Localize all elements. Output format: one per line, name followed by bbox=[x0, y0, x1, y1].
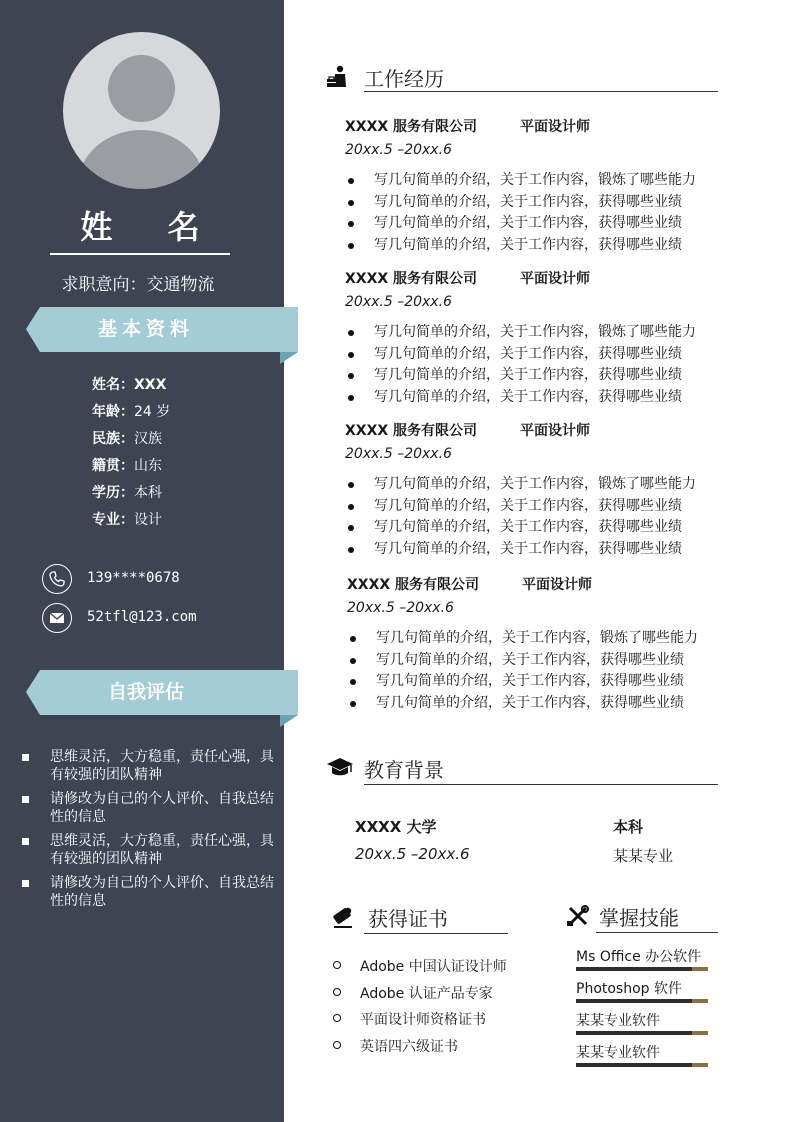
avatar bbox=[63, 32, 220, 189]
skill-name: 某某专业软件 bbox=[576, 1045, 660, 1061]
education-section-title: 教育背景 bbox=[364, 758, 444, 782]
degree: 本科 bbox=[613, 818, 644, 836]
skill-item bbox=[576, 1042, 708, 1067]
list-item: 写几句简单的介绍，关于工作内容，锻炼了哪些能力 bbox=[345, 170, 725, 192]
skill-item bbox=[576, 978, 708, 1003]
list-item: 写几句简单的介绍，关于工作内容，获得哪些业绩 bbox=[347, 650, 727, 672]
skill-bar bbox=[576, 967, 708, 971]
certificates-list bbox=[333, 956, 507, 1062]
work-date: 20xx.5 –20xx.6 bbox=[345, 446, 452, 462]
work-section-header bbox=[326, 63, 718, 93]
info-row: 民族：汉族 bbox=[92, 431, 162, 447]
certificates-section-title: 获得证书 bbox=[368, 907, 448, 931]
job-role: 平面设计师 bbox=[520, 119, 590, 135]
work-entry bbox=[345, 420, 725, 560]
list-item: 写几句简单的介绍，关于工作内容，获得哪些业绩 bbox=[345, 344, 725, 366]
list-item: 写几句简单的介绍，关于工作内容，获得哪些业绩 bbox=[347, 693, 727, 715]
list-item: 思维灵活，大方稳重，责任心强，具有较强的团队精神 bbox=[22, 748, 274, 784]
school-name: XXXX 大学 bbox=[355, 818, 437, 836]
basic-info-list bbox=[92, 374, 170, 536]
info-row: 年龄：24 岁 bbox=[92, 404, 171, 420]
work-section-title: 工作经历 bbox=[364, 67, 444, 91]
phone-number: 139****0678 bbox=[87, 570, 180, 586]
job-role: 平面设计师 bbox=[520, 423, 590, 439]
list-item: 写几句简单的介绍，关于工作内容，锻炼了哪些能力 bbox=[345, 322, 725, 344]
certificate-icon bbox=[330, 905, 356, 929]
company-name: XXXX 服务有限公司 bbox=[347, 577, 480, 593]
envelope-icon bbox=[42, 603, 72, 633]
job-role: 平面设计师 bbox=[520, 271, 590, 287]
info-row: 学历：本科 bbox=[92, 485, 162, 501]
info-row: 籍贯：山东 bbox=[92, 458, 162, 474]
work-date: 20xx.5 –20xx.6 bbox=[347, 600, 454, 616]
info-row: 姓名：XXX bbox=[92, 377, 167, 393]
list-item: 写几句简单的介绍，关于工作内容，获得哪些业绩 bbox=[347, 671, 727, 693]
list-item: 请修改为自己的个人评价、自我总结性的信息 bbox=[22, 790, 274, 826]
list-item: 写几句简单的介绍，关于工作内容，获得哪些业绩 bbox=[345, 213, 725, 235]
list-item: 写几句简单的介绍，关于工作内容，锻炼了哪些能力 bbox=[345, 474, 725, 496]
skill-item bbox=[576, 946, 708, 971]
list-item: Adobe 认证产品专家 bbox=[333, 983, 507, 1010]
self-eval-title: 自我评估 bbox=[107, 681, 184, 703]
skill-bar bbox=[576, 999, 708, 1003]
self-eval-list bbox=[22, 748, 274, 916]
name-divider bbox=[50, 253, 230, 255]
list-item: 写几句简单的介绍，关于工作内容，获得哪些业绩 bbox=[345, 235, 725, 257]
list-item: 写几句简单的介绍，关于工作内容，锻炼了哪些能力 bbox=[347, 628, 727, 650]
skill-name: Ms Office 办公软件 bbox=[576, 949, 702, 965]
list-item: 写几句简单的介绍，关于工作内容，获得哪些业绩 bbox=[345, 496, 725, 518]
tools-icon bbox=[566, 905, 590, 927]
list-item: 写几句简单的介绍，关于工作内容，获得哪些业绩 bbox=[345, 365, 725, 387]
phone-icon bbox=[42, 564, 72, 594]
major: 某某专业 bbox=[613, 847, 674, 865]
company-name: XXXX 服务有限公司 bbox=[345, 271, 478, 287]
work-date: 20xx.5 –20xx.6 bbox=[345, 142, 452, 158]
list-item: 写几句简单的介绍，关于工作内容，获得哪些业绩 bbox=[345, 387, 725, 409]
graduation-cap-icon bbox=[326, 756, 354, 778]
education-section-header bbox=[326, 754, 718, 784]
skill-name: 某某专业软件 bbox=[576, 1013, 660, 1029]
person-name: 姓 名 bbox=[80, 208, 222, 246]
job-intent: 求职意向：交通物流 bbox=[61, 275, 215, 295]
skill-bar bbox=[576, 1063, 708, 1067]
work-entry bbox=[345, 116, 725, 256]
list-item: 写几句简单的介绍，关于工作内容，获得哪些业绩 bbox=[345, 517, 725, 539]
skill-name: Photoshop 软件 bbox=[576, 981, 683, 997]
education-date: 20xx.5 –20xx.6 bbox=[355, 845, 470, 863]
basic-info-title: 基本资料 bbox=[97, 318, 194, 340]
skills-section-title: 掌握技能 bbox=[599, 906, 679, 930]
work-entry bbox=[347, 574, 727, 714]
info-row: 专业：设计 bbox=[92, 512, 162, 528]
work-date: 20xx.5 –20xx.6 bbox=[345, 294, 452, 310]
work-entry bbox=[345, 268, 725, 408]
company-name: XXXX 服务有限公司 bbox=[345, 119, 478, 135]
company-name: XXXX 服务有限公司 bbox=[345, 423, 478, 439]
list-item: 平面设计师资格证书 bbox=[333, 1009, 507, 1036]
skill-bar bbox=[576, 1031, 708, 1035]
basic-info-banner bbox=[26, 307, 298, 352]
list-item: 思维灵活，大方稳重，责任心强，具有较强的团队精神 bbox=[22, 832, 274, 868]
list-item: 英语四六级证书 bbox=[333, 1036, 507, 1063]
list-item: 请修改为自己的个人评价、自我总结性的信息 bbox=[22, 874, 274, 910]
self-eval-banner bbox=[26, 670, 298, 715]
skill-item bbox=[576, 1010, 708, 1035]
email-address: 52tfl@123.com bbox=[87, 609, 197, 625]
sidebar bbox=[0, 0, 284, 1122]
list-item: Adobe 中国认证设计师 bbox=[333, 956, 507, 983]
list-item: 写几句简单的介绍，关于工作内容，获得哪些业绩 bbox=[345, 192, 725, 214]
list-item: 写几句简单的介绍，关于工作内容，获得哪些业绩 bbox=[345, 539, 725, 561]
certificates-section-header bbox=[330, 903, 508, 933]
job-role: 平面设计师 bbox=[522, 577, 592, 593]
skills-section-header bbox=[566, 902, 718, 932]
briefcase-person-icon bbox=[326, 65, 350, 89]
